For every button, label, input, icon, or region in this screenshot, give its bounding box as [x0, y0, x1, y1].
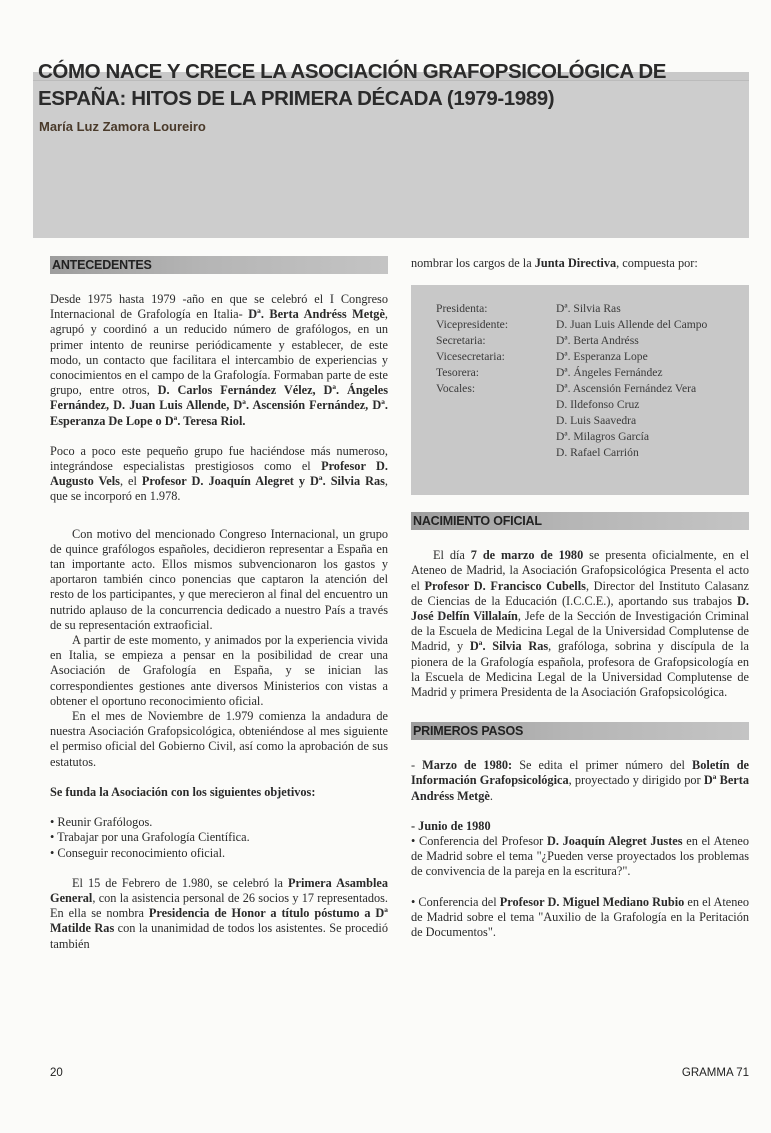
list-item: • Conseguir reconocimiento oficial. [50, 846, 388, 861]
text: nombrar los cargos de la [411, 256, 535, 270]
role: Tesorera: [436, 366, 479, 380]
text: , que se incorporó en 1.978. [50, 474, 388, 504]
bold-text: Dª. Berta Andréss Metgè [248, 307, 385, 322]
text: , agrupó y coordinó a un reducido número de grafólogos, en un primer intento de reunirse periódicamente y establecer, de este modo, un contacto que facilitara el intercambio de experiencias y conocimientos en el campo de la Grafología. Formaban parte de este grupo, entre otros, [50, 307, 388, 398]
role: Vicesecretaria: [436, 350, 505, 364]
member-name: Dª. Berta Andréss [556, 334, 639, 348]
section-heading-nacimiento: NACIMIENTO OFICIAL [411, 512, 749, 530]
list-item: • Trabajar por una Grafología Científica. [50, 830, 388, 845]
text: , compuesta por: [616, 256, 698, 270]
list-item: • Reunir Grafólogos. [50, 815, 388, 830]
text: El 15 de Febrero de 1.980, se celebró la [72, 875, 289, 890]
objectives-heading [50, 785, 388, 800]
text: - [411, 758, 423, 773]
member-name: D. Ildefonso Cruz [556, 398, 640, 412]
paragraph: A partir de este momento, y animados por la experiencia vivida en Italia, se empieza a pensar en la posibilidad de crear una Asociación de Grafología en España, y se inician las correspondientes gestiones ante diversos Ministerios con vistas a obtener el oportuno reconocimiento oficial. [50, 633, 388, 708]
section-heading-primeros-pasos: PRIMEROS PASOS [411, 722, 749, 740]
paragraph [411, 834, 749, 880]
text: en el Ateneo de Madrid sobre el tema "¿Pueden verse proyectados los problemas de convivencia de la pareja en la escritura?". [411, 834, 749, 879]
member-name: Dª. Ascensión Fernández Vera [556, 382, 697, 396]
bold-text: Profesor D. Miguel Mediano Rubio [499, 894, 685, 909]
section-heading-antecedentes: ANTECEDENTES [50, 256, 388, 274]
paragraph: En el mes de Noviembre de 1.979 comienza la andadura de nuestra Asociación Grafopsicológica, obteniéndose al mes siguiente el permiso oficial del Gobierno Civil, así como la aprobación de sus estatutos. [50, 709, 388, 769]
right-column [411, 256, 749, 955]
role: Vicepresidente: [436, 318, 509, 332]
member-name: D. Luis Saavedra [556, 414, 637, 428]
text: Se edita el primer número del [512, 758, 693, 773]
paragraph [50, 292, 388, 429]
bold-text: Primera Asamblea General [50, 875, 388, 905]
text: , el [119, 474, 142, 489]
text: • Conferencia del Profesor [411, 834, 547, 849]
bold-text: - Junio de 1980 [411, 818, 491, 833]
text: . [489, 788, 493, 803]
role: Secretaria: [436, 334, 486, 348]
bold-text: Se funda la Asociación con los siguientes objetivos: [50, 784, 316, 799]
journal-issue: GRAMMA 71 [681, 1067, 749, 1079]
text: Poco a poco este pequeño grupo fue haciéndose más numeroso, integrándose especialistas prestigiosos como el [50, 443, 388, 474]
text: El día [433, 548, 471, 563]
junta-intro [411, 256, 749, 271]
member-name: Dª. Milagros García [556, 430, 650, 444]
bold-text: Profesor D. Joaquín Alegret y Dª. Silvia Ras [141, 474, 385, 489]
bold-text: Boletín de Información Grafopsicológica [411, 758, 749, 788]
article-author: María Luz Zamora Loureiro [39, 119, 206, 134]
bold-text: Dª Berta Andréss Metgè [411, 773, 749, 803]
role: Presidenta: [436, 302, 488, 316]
objectives-list [50, 815, 388, 861]
member-name: D. Rafael Carrión [556, 446, 639, 460]
bold-text: D. José Delfín Villalaín [411, 593, 749, 624]
text: en el Ateneo de Madrid sobre el tema "Auxilio de la Grafología en la Peritación de Documentos". [411, 894, 749, 940]
junta-directiva-box [411, 285, 749, 495]
text: , proyectado y dirigido por [568, 773, 704, 788]
member-name: Dª. Ángeles Fernández [556, 366, 663, 380]
paragraph [50, 876, 388, 952]
text: , Director del Instituto Calasanz de Ciencias de la Educación (I.C.C.E.), aportando sus trabajos [411, 578, 749, 608]
left-column [50, 256, 388, 967]
paragraph [411, 895, 749, 941]
text: , Jefe de la Sección de Investigación Criminal de la Escuela de Medicina Legal de la Universidad Complutense de Madrid, y [411, 609, 750, 654]
bold-text: Presidencia de Honor a título póstumo a Dª Matilde Ras [50, 906, 388, 936]
role: Vocales: [436, 382, 476, 396]
article-title: CÓMO NACE Y CRECE LA ASOCIACIÓN GRAFOPSICOLÓGICA DE ESPAÑA: HITOS DE LA PRIMERA DÉCADA (1979-1989) [38, 60, 667, 110]
bold-text: Junta Directiva [534, 256, 617, 270]
text: • Conferencia del [411, 894, 500, 909]
text: Desde 1975 hasta 1979 -año en que se celebró el I Congreso Internacional de Grafología en Italia- [50, 292, 388, 322]
bold-text: D. Carlos Fernández Vélez, Dª. Ángeles Fernández, D. Juan Luis Allende, Dª. Ascensión Fernández, Dª. Esperanza De Lope o Dª. Teresa Riol. [50, 383, 389, 428]
text: , grafóloga, sobrina y discípula de la pionera de la Grafología española, profesora de Grafopsicología en la Escuela de Medicina Legal de la Universidad Complutense de Madrid y primera Presidenta de la Asociación Grafopsicológica. [411, 639, 749, 700]
date-heading [411, 819, 749, 834]
page-number: 20 [50, 1067, 63, 1079]
text: se presenta oficialmente, en el Ateneo de Madrid, la Asociación Grafopsicológica Presenta el acto el [411, 548, 749, 593]
paragraph [411, 758, 749, 804]
paragraph [411, 548, 749, 700]
bold-text: D. Joaquín Alegret Justes [546, 834, 683, 849]
member-name: Dª. Silvia Ras [556, 302, 621, 316]
paragraph [50, 444, 388, 505]
member-name: D. Juan Luis Allende del Campo [556, 318, 708, 332]
bold-text: Dª. Silvia Ras [469, 639, 549, 654]
text: , con la asistencia personal de 26 socios y 17 representados. En ella se nombra [50, 890, 388, 921]
text: con la unanimidad de todos los asistentes. Se procedió también [50, 921, 388, 951]
paragraph: Con motivo del mencionado Congreso Internacional, un grupo de quince grafólogos españoles, decidieron representar a España en tan importante acto. Ellos mismos subvencionaron los gastos y aportaron también cinco ponencias que captaron la atención del resto de los participantes, y que merecieron al final del encuentro un nutrido aplauso de la concurrencia dedicado a nuestro País a través de su representación extraoficial. [50, 526, 388, 632]
bold-text: 7 de marzo de 1980 [470, 548, 584, 563]
bold-text: Marzo de 1980: [422, 758, 513, 773]
member-name: Dª. Esperanza Lope [556, 350, 648, 364]
bold-text: Profesor D. Francisco Cubells [424, 578, 586, 593]
bold-text: Profesor D. Augusto Vels [50, 459, 388, 489]
